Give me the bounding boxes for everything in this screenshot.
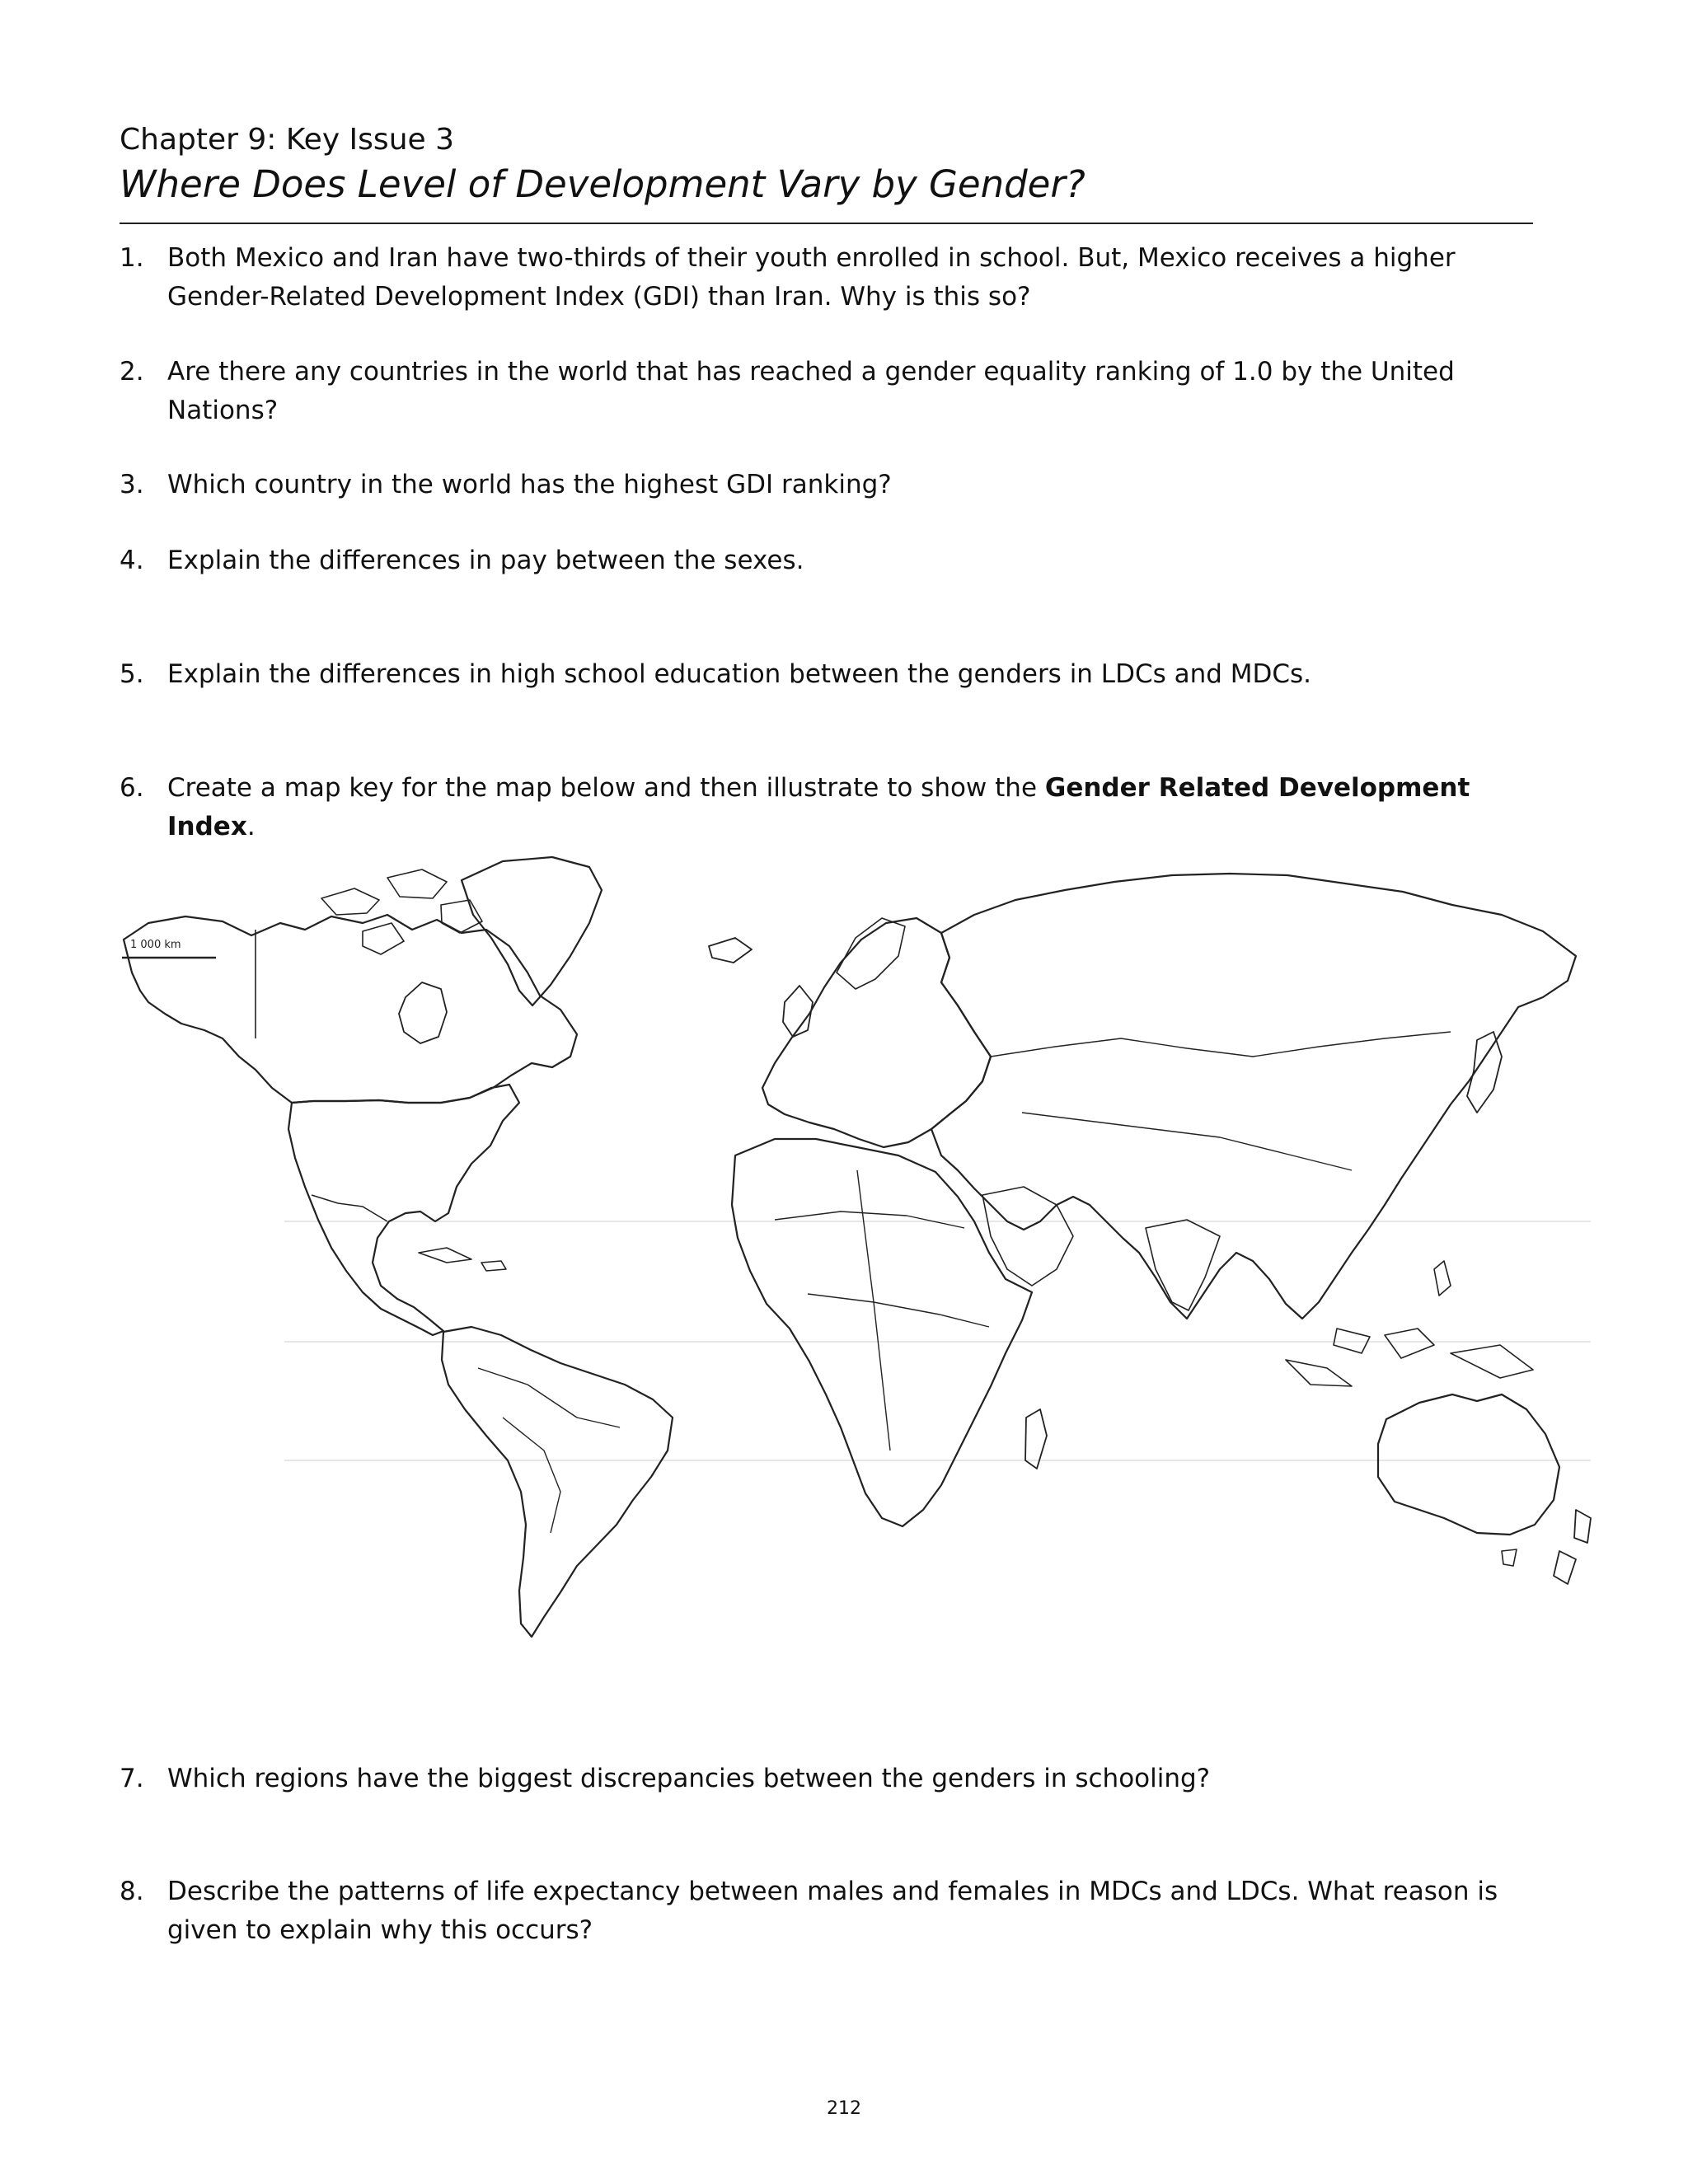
island-shape — [1385, 1329, 1434, 1358]
africa-border — [775, 1212, 964, 1228]
question-3 — [120, 466, 1533, 504]
question-2 — [120, 353, 1533, 430]
south-america-shape — [442, 1327, 673, 1637]
hudson-bay-shape — [399, 982, 447, 1043]
europe-shape — [762, 918, 991, 1147]
australia-shape — [1378, 1394, 1559, 1535]
arctic-island-shape — [441, 900, 482, 933]
question-number: 7. — [120, 1764, 144, 1793]
question-text: Which regions have the biggest discrepancies between the genders in schooling? — [167, 1764, 1211, 1793]
title-divider — [120, 223, 1533, 224]
south-america-border — [503, 1418, 560, 1533]
india-shape — [1146, 1220, 1220, 1310]
question-5 — [120, 655, 1533, 694]
africa-border — [857, 1170, 890, 1451]
cuba-shape — [419, 1248, 471, 1263]
island-shape — [1334, 1329, 1370, 1353]
question-text: Which country in the world has the highest GDI ranking? — [167, 470, 892, 499]
asia-shape — [931, 874, 1576, 1319]
question-8 — [120, 1872, 1533, 1950]
question-7 — [120, 1760, 1533, 1798]
question-4 — [120, 541, 1533, 580]
question-number: 4. — [120, 546, 144, 575]
madagascar-shape — [1025, 1409, 1047, 1469]
question-number: 8. — [120, 1877, 144, 1906]
island-shape — [1286, 1360, 1352, 1386]
arabia-shape — [982, 1187, 1073, 1286]
hispaniola-shape — [481, 1261, 506, 1271]
arctic-island-shape — [363, 923, 404, 954]
new-zealand-shape — [1574, 1510, 1591, 1543]
asia-border — [991, 1032, 1451, 1057]
map-scale-label: 1 000 km — [130, 939, 181, 951]
question-text: Explain the differences in pay between the sexes. — [167, 546, 804, 575]
page-title: Where Does Level of Development Vary by Gender? — [120, 162, 1085, 206]
question-number: 2. — [120, 357, 144, 387]
north-america-south-shape — [288, 1085, 519, 1335]
question-number: 1. — [120, 243, 144, 273]
question-text: Explain the differences in high school education between the genders in LDCs and MDCs. — [167, 659, 1312, 689]
greenland-shape — [462, 857, 602, 1005]
island-shape — [1451, 1345, 1533, 1378]
scandinavia-shape — [837, 918, 905, 989]
arctic-island-shape — [387, 869, 447, 898]
question-text — [167, 769, 1533, 846]
question-text-end: . — [246, 812, 256, 841]
asia-border — [1022, 1113, 1352, 1170]
chapter-heading: Chapter 9: Key Issue 3 — [120, 123, 455, 157]
world-outline-map — [115, 841, 1599, 1648]
africa-border — [808, 1294, 989, 1327]
question-text: Are there any countries in the world that has reached a gender equality ranking of 1.0 by the United Nations? — [167, 357, 1455, 425]
page-number: 212 — [827, 2098, 861, 2119]
question-number: 5. — [120, 659, 144, 689]
arctic-island-shape — [321, 888, 379, 915]
question-1 — [120, 239, 1533, 316]
question-text: Describe the patterns of life expectancy between males and females in MDCs and LDCs. What reason is given to explain why this occurs? — [167, 1877, 1498, 1945]
question-text-lead: Create a map key for the map below and then illustrate to show the — [167, 773, 1045, 803]
question-number: 3. — [120, 470, 144, 499]
north-america-north-shape — [124, 915, 577, 1103]
question-text: Both Mexico and Iran have two-thirds of their youth enrolled in school. But, Mexico receives a higher Gender-Related Development Index (GDI) than Iran. Why is this so? — [167, 243, 1456, 312]
map-scale-bar — [122, 939, 216, 958]
question-text-emphasis: Gender Related Development Index — [167, 773, 1470, 841]
japan-shape — [1467, 1032, 1502, 1113]
question-6 — [120, 769, 1533, 846]
tasmania-shape — [1502, 1549, 1517, 1566]
new-zealand-shape — [1554, 1551, 1576, 1584]
iceland-shape — [709, 938, 752, 963]
question-number: 6. — [120, 773, 144, 803]
island-shape — [1434, 1261, 1451, 1296]
usa-mexico-border — [312, 1195, 387, 1221]
south-america-border — [478, 1368, 620, 1427]
africa-shape — [732, 1139, 1032, 1526]
